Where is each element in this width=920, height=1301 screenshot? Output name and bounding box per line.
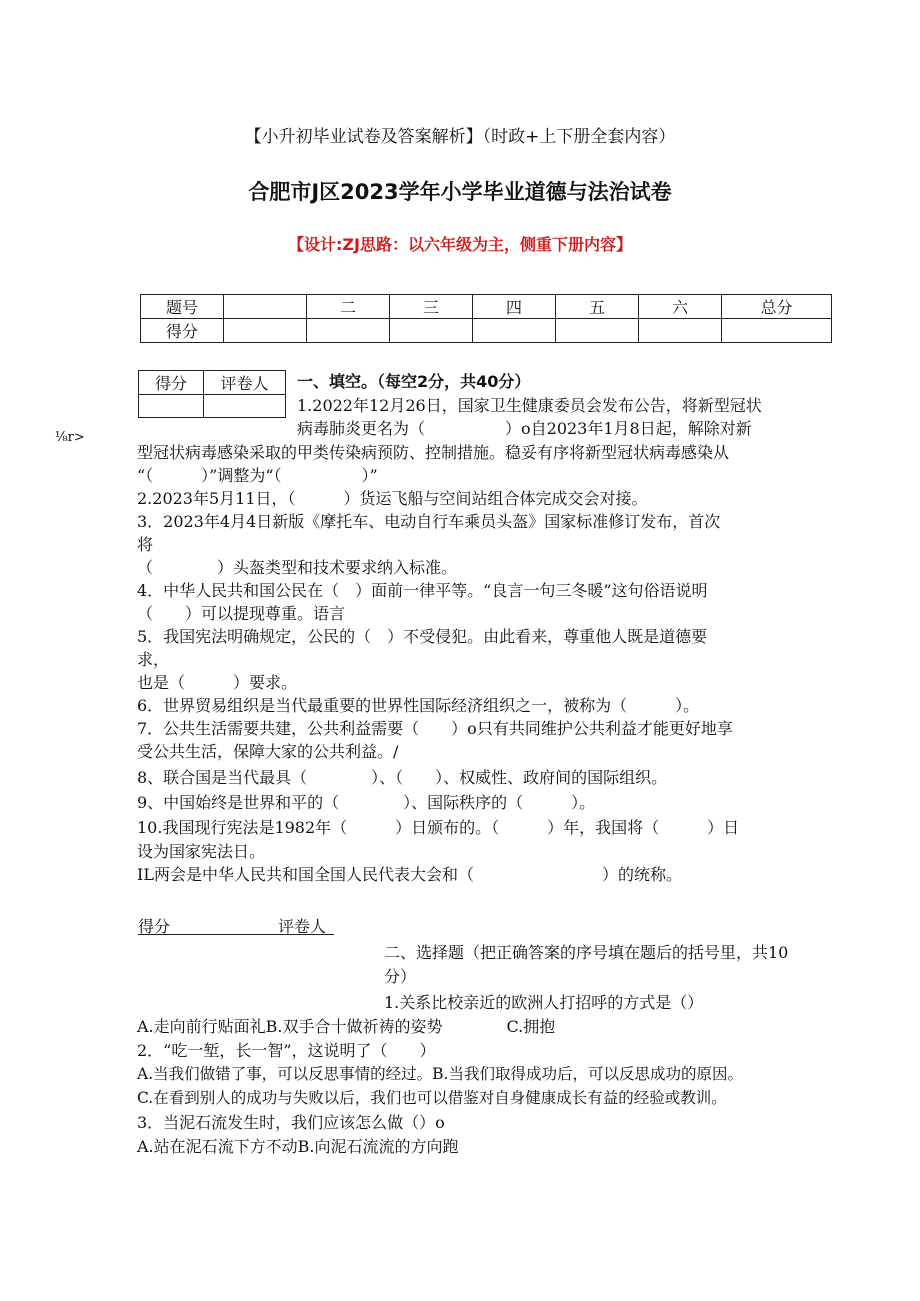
- question-line: 2.2023年5月11日，（ ）货运飞船与空间站组合体完成交会对接。: [137, 489, 648, 508]
- section2-title: 二、选择题（把正确答案的序号填在题后的括号里，共10: [384, 943, 789, 962]
- question-line: 9、中国始终是世界和平的（ ）、国际秩序的（ ）。: [137, 793, 596, 812]
- question-line: IL两会是中华人民共和国全国人民代表大会和（ ）的统称。: [137, 865, 682, 884]
- grader-name-input[interactable]: [204, 395, 286, 418]
- score-table: [140, 294, 832, 343]
- score-cell: [224, 295, 307, 319]
- score-cell: 四: [473, 295, 556, 319]
- grader-name-label: 评卷人: [278, 917, 327, 936]
- score-table-header-row: [141, 295, 832, 319]
- question-line: 4．中华人民共和国公民在（ ）面前一律平等。“良言一句三冬暖”这句俗语说明: [137, 581, 708, 600]
- question-line: A.站在泥石流下方不动B.向泥石流流的方向跑: [137, 1137, 459, 1156]
- score-cell: 题号: [141, 295, 224, 319]
- question-line: 6．世界贸易组织是当代最重要的世界性国际经济组织之一，被称为（ ）。: [137, 696, 700, 715]
- promo-header: 【小升初毕业试卷及答案解析】（时政+上下册全套内容）: [244, 127, 676, 147]
- grader-box: [138, 370, 286, 418]
- score-cell: 三: [390, 295, 473, 319]
- score-input-cell[interactable]: [722, 319, 832, 343]
- question-line: （ ）头盔类型和技术要求纳入标准。: [137, 558, 458, 577]
- question-line: 10.我国现行宪法是1982年（ ）日颁布的。（ ）年，我国将（ ）日: [137, 818, 740, 837]
- question-line: 将: [137, 535, 154, 554]
- grader-name-label: 评卷人: [204, 371, 286, 395]
- question-line: （ ）可以提现尊重。语言: [137, 604, 346, 623]
- score-input-cell[interactable]: [224, 319, 307, 343]
- question-line: 求，: [137, 650, 170, 669]
- question-line: 3．当泥石流发生时，我们应该怎么做（）o: [137, 1113, 445, 1132]
- question-line: 受公共生活，保障大家的公共利益。/: [137, 742, 399, 761]
- question-line: 5．我国宪法明确规定，公民的（ ）不受侵犯。由此看来，尊重他人既是道德要: [137, 627, 708, 646]
- grader-score-input[interactable]: [139, 395, 204, 418]
- score-input-cell[interactable]: [390, 319, 473, 343]
- score-cell: 总分: [722, 295, 832, 319]
- question-line: 1.2022年12月26日，国家卫生健康委员会发布公告，将新型冠状: [297, 396, 762, 415]
- score-cell: 六: [639, 295, 722, 319]
- score-cell: 二: [307, 295, 390, 319]
- grader-score-label: 得分: [138, 917, 171, 936]
- section2-title: 分）: [384, 967, 417, 986]
- question-line: C.在看到别人的成功与失败以后，我们也可以借鉴对自身健康成长有益的经验或教训。: [137, 1089, 727, 1107]
- question-line: 病毒肺炎更名为（ ）o自2023年1月8日起，解除对新: [297, 419, 752, 438]
- question-line: 也是（ ）要求。: [137, 673, 298, 692]
- question-line: 2．“吃一堑，长一智”，这说明了（ ）: [137, 1041, 436, 1060]
- question-line: “（ ）”调整为“（ ）”: [137, 466, 378, 485]
- margin-note: ⅛r>: [55, 430, 85, 445]
- question-line: A.当我们做错了事，可以反思事情的经过。B.当我们取得成功后，可以反思成功的原因。: [137, 1065, 743, 1083]
- score-table-score-row: [141, 319, 832, 343]
- question-line: 1.关系比校亲近的欧洲人打招呼的方式是（）: [384, 993, 704, 1012]
- question-line: 设为国家宪法日。: [137, 842, 266, 861]
- section1-title: 一、填空。（每空2分，共40分）: [297, 372, 531, 391]
- question-line: 8、联合国是当代最具（ ）、（ ）、权威性、政府间的国际组织。: [137, 768, 668, 787]
- design-note: 【设计:ZJ思路：以六年级为主，侧重下册内容】: [288, 235, 632, 254]
- score-input-cell[interactable]: [473, 319, 556, 343]
- grader-score-label: 得分: [139, 371, 204, 395]
- score-input-cell[interactable]: [639, 319, 722, 343]
- question-line: 7．公共生活需要共建，公共利益需要（ ）o只有共同维护公共利益才能更好地享: [137, 719, 733, 738]
- question-line: A.走向前行贴面礼B.双手合十做祈祷的姿势 C.拥抱: [137, 1017, 556, 1036]
- score-cell: 得分: [141, 319, 224, 343]
- score-input-cell[interactable]: [556, 319, 639, 343]
- score-input-cell[interactable]: [307, 319, 390, 343]
- exam-title: 合肥市J区2023学年小学毕业道德与法治试卷: [248, 180, 672, 204]
- score-cell: 五: [556, 295, 639, 319]
- question-line: 型冠状病毒感染采取的甲类传染病预防、控制措施。稳妥有序将新型冠状病毒感染从: [137, 443, 730, 462]
- question-line: 3．2023年4月4日新版《摩托车、电动自行车乘员头盔》国家标准修订发布，首次: [137, 512, 721, 531]
